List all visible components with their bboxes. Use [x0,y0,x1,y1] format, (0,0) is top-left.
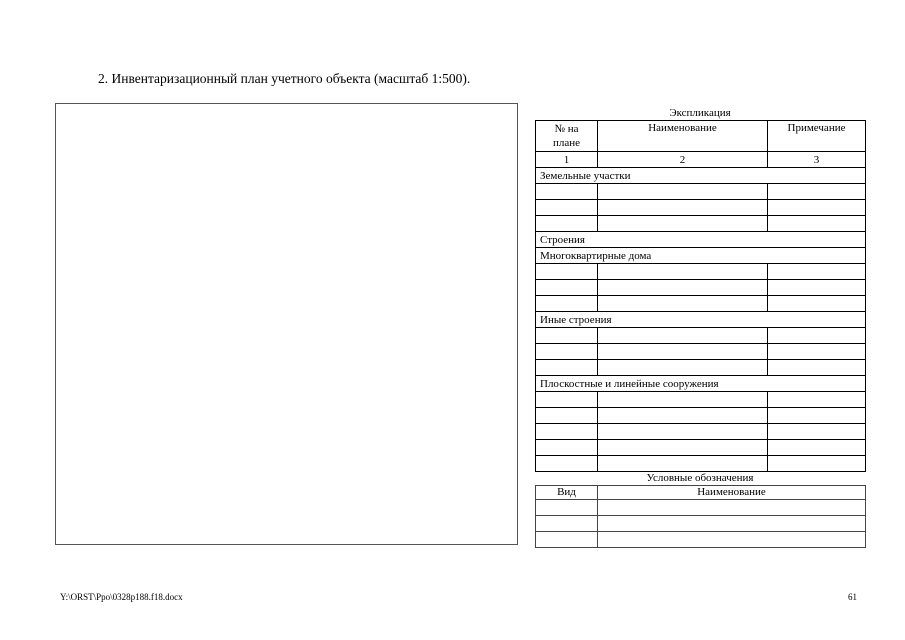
table-cell [768,296,866,312]
table-cell [598,424,768,440]
table-cell [536,456,598,472]
table-row [536,392,866,408]
table-row [536,408,866,424]
table-cell [598,280,768,296]
table-cell [598,456,768,472]
table-cell [598,264,768,280]
table-cell [768,264,866,280]
column-number-row [536,152,866,168]
table-row [536,216,866,232]
table-cell [536,200,598,216]
table-row [536,184,866,200]
table-row [536,456,866,472]
table-cell [768,408,866,424]
table-row [536,328,866,344]
table-cell [768,184,866,200]
table-row [536,264,866,280]
section-heading: 2. Инвентаризационный план учетного объекта (масштаб 1:500). [98,71,471,86]
legend-title: Условные обозначения [646,472,754,484]
column-number: 3 [768,152,866,168]
table-cell [598,408,768,424]
inventory-plan-frame [55,103,518,545]
section-label: Плоскостные и линейные сооружения [536,376,866,392]
section-row-apartments [536,248,866,264]
table-cell [536,344,598,360]
table-row [536,424,866,440]
table-cell [536,264,598,280]
explication-table [535,120,866,472]
table-cell [536,360,598,376]
header-name: Наименование [598,121,768,152]
table-cell [598,360,768,376]
table-cell [598,296,768,312]
header-plan-number: № на плане [536,121,598,152]
explication-header-row [536,121,866,152]
table-cell [598,184,768,200]
header-note: Примечание [768,121,866,152]
table-cell [768,456,866,472]
table-cell [768,440,866,456]
section-label: Многоквартирные дома [536,248,866,264]
table-row [536,516,866,532]
table-row [536,344,866,360]
table-row [536,360,866,376]
table-cell [536,184,598,200]
section-row-land [536,168,866,184]
table-cell [768,216,866,232]
table-cell [536,424,598,440]
table-cell [768,328,866,344]
column-number: 1 [536,152,598,168]
section-row-other [536,312,866,328]
table-cell [768,424,866,440]
table-cell [768,360,866,376]
table-cell [598,328,768,344]
section-label: Иные строения [536,312,866,328]
column-number: 2 [598,152,768,168]
legend-table [535,485,866,548]
explication-title: Экспликация [669,107,731,119]
table-cell [598,392,768,408]
table-cell [768,344,866,360]
table-cell [598,532,866,548]
section-row-linear [536,376,866,392]
footer-file-path: Y:\ORST\Ppo\0328p188.f18.docx [60,592,183,602]
table-cell [536,328,598,344]
table-row [536,280,866,296]
header-name: Наименование [598,486,866,500]
table-cell [536,500,598,516]
table-cell [768,392,866,408]
page-number: 61 [848,592,857,602]
table-cell [536,532,598,548]
table-cell [536,216,598,232]
table-cell [536,280,598,296]
table-cell [536,440,598,456]
table-cell [598,500,866,516]
table-cell [536,408,598,424]
table-cell [536,392,598,408]
header-type: Вид [536,486,598,500]
table-cell [598,216,768,232]
legend-header-row [536,486,866,500]
table-cell [768,200,866,216]
section-label: Земельные участки [536,168,866,184]
table-cell [598,344,768,360]
table-cell [536,296,598,312]
table-cell [768,280,866,296]
section-label: Строения [536,232,866,248]
table-cell [536,516,598,532]
table-cell [598,440,768,456]
section-row-buildings [536,232,866,248]
table-row [536,296,866,312]
table-row [536,500,866,516]
table-row [536,532,866,548]
table-row [536,200,866,216]
table-row [536,440,866,456]
table-cell [598,200,768,216]
table-cell [598,516,866,532]
